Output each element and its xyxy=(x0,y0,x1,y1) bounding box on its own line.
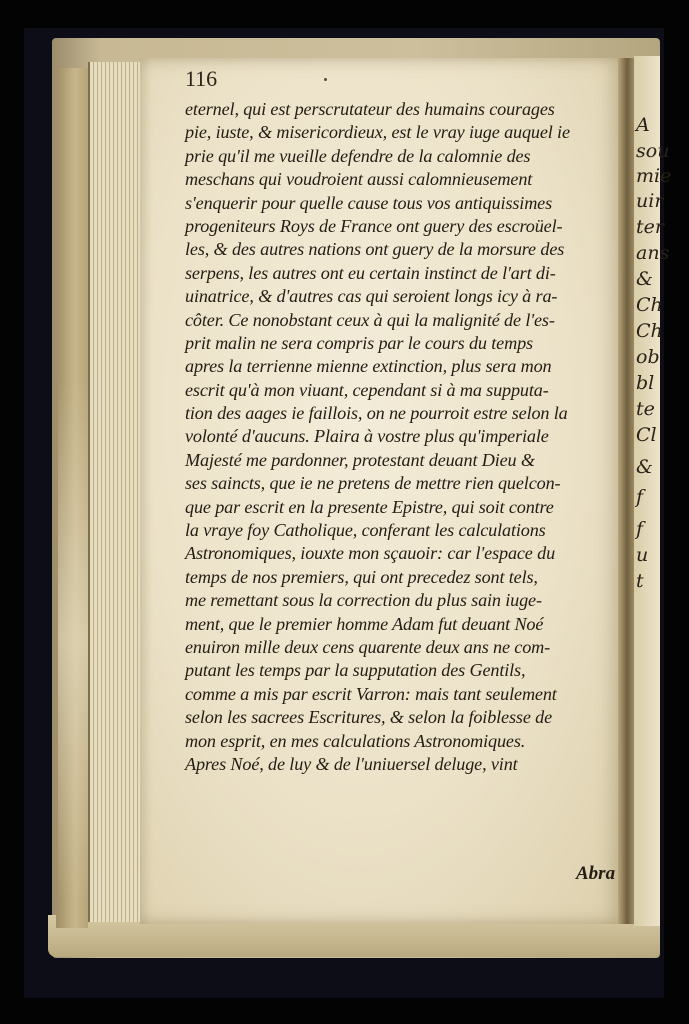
text-line: que par escrit en la presente Epistre, qui soit contre xyxy=(185,496,554,517)
text-line: meschans qui voudroient aussi calomnieusement xyxy=(185,169,533,190)
paper-stain xyxy=(58,380,88,900)
facing-fragment: te xyxy=(636,398,655,420)
text-line: Apres Noé, de luy & de l'uniuersel deluge, vint xyxy=(185,753,518,774)
text-line: prie qu'il me vueille defendre de la calomnie des xyxy=(185,145,531,166)
text-line: côter. Ce nonobstant ceux à qui la malignité de l'es- xyxy=(185,309,555,330)
ink-dot xyxy=(324,78,327,81)
text-line: apres la terrienne mienne extinction, plus sera mon xyxy=(185,356,552,377)
page-number: 116 xyxy=(185,66,218,91)
page-fore-edge xyxy=(88,62,146,922)
text-line: ment, que le premier homme Adam fut deuant Noé xyxy=(185,613,544,634)
facing-fragment: t xyxy=(636,570,644,592)
text-line: pie, iuste, & misericordieux, est le vray iuge auquel ie xyxy=(185,122,570,143)
facing-fragment: & xyxy=(636,268,653,290)
facing-fragment: Ch xyxy=(636,294,663,316)
text-line: enuiron mille deux cens quarente deux ans ne com- xyxy=(185,636,551,657)
text-line: s'enquerir pour quelle cause tous vos antiquissimes xyxy=(185,192,553,213)
text-line: putant les temps par la supputation des Gentils, xyxy=(185,660,526,681)
facing-fragment: ob xyxy=(636,346,660,368)
text-line: mon esprit, en mes calculations Astronomiques. xyxy=(185,730,526,751)
text-line: comme a mis par escrit Varron: mais tant seulement xyxy=(185,683,557,704)
text-line: progeniteurs Roys de France ont guery des escroüel- xyxy=(185,215,563,236)
facing-fragment: f xyxy=(636,518,644,540)
text-line: tion des aages ie faillois, on ne pourroit estre selon la xyxy=(185,403,568,424)
body-text xyxy=(185,98,617,776)
text-line: ses saincts, que ie ne pretens de mettre rien quelcon- xyxy=(185,473,561,494)
facing-fragment: u xyxy=(636,544,649,566)
facing-page xyxy=(634,56,672,926)
text-line: escrit qu'à mon viuant, cependant si à ma supputa- xyxy=(185,379,549,400)
facing-fragment: A xyxy=(636,114,650,136)
facing-fragment: ans xyxy=(636,242,670,264)
text-line: la vraye foy Catholique, conferant les calculations xyxy=(185,520,546,541)
text-line: Astronomiques, iouxte mon sçauoir: car l'espace du xyxy=(185,543,556,564)
facing-fragment: bl xyxy=(636,372,655,394)
text-line: selon les sacrees Escritures, & selon la foiblesse de xyxy=(185,707,553,728)
catchword: Abra xyxy=(576,863,616,884)
text-line: eternel, qui est perscrutateur des humains courages xyxy=(185,99,555,119)
facing-fragment: f xyxy=(636,486,644,508)
facing-fragment: uir xyxy=(636,190,664,212)
facing-fragment: mie xyxy=(636,165,672,187)
text-line: me remettant sous la correction du plus sain iuge- xyxy=(185,590,542,611)
facing-fragment: & xyxy=(636,456,653,478)
text-line: uinatrice, & d'autres cas qui seroient longs icy à ra- xyxy=(185,286,558,307)
text-line: volonté d'aucuns. Plaira à vostre plus qu'imperiale xyxy=(185,426,549,447)
text-line: les, & des autres nations ont guery de la morsure des xyxy=(185,239,565,260)
facing-fragment: Ch xyxy=(636,320,663,342)
facing-fragment: Cl xyxy=(636,424,657,446)
facing-fragment: ter xyxy=(636,216,664,238)
text-line: Majesté me pardonner, protestant deuant Dieu & xyxy=(185,449,535,470)
facing-fragment: sou xyxy=(636,140,670,162)
text-line: serpens, les autres ont eu certain instinct de l'art di- xyxy=(185,262,556,283)
text-line: temps de nos premiers, qui ont precedez sont tels, xyxy=(185,566,538,587)
text-line: prit malin ne sera compris par le cours du temps xyxy=(185,332,533,353)
